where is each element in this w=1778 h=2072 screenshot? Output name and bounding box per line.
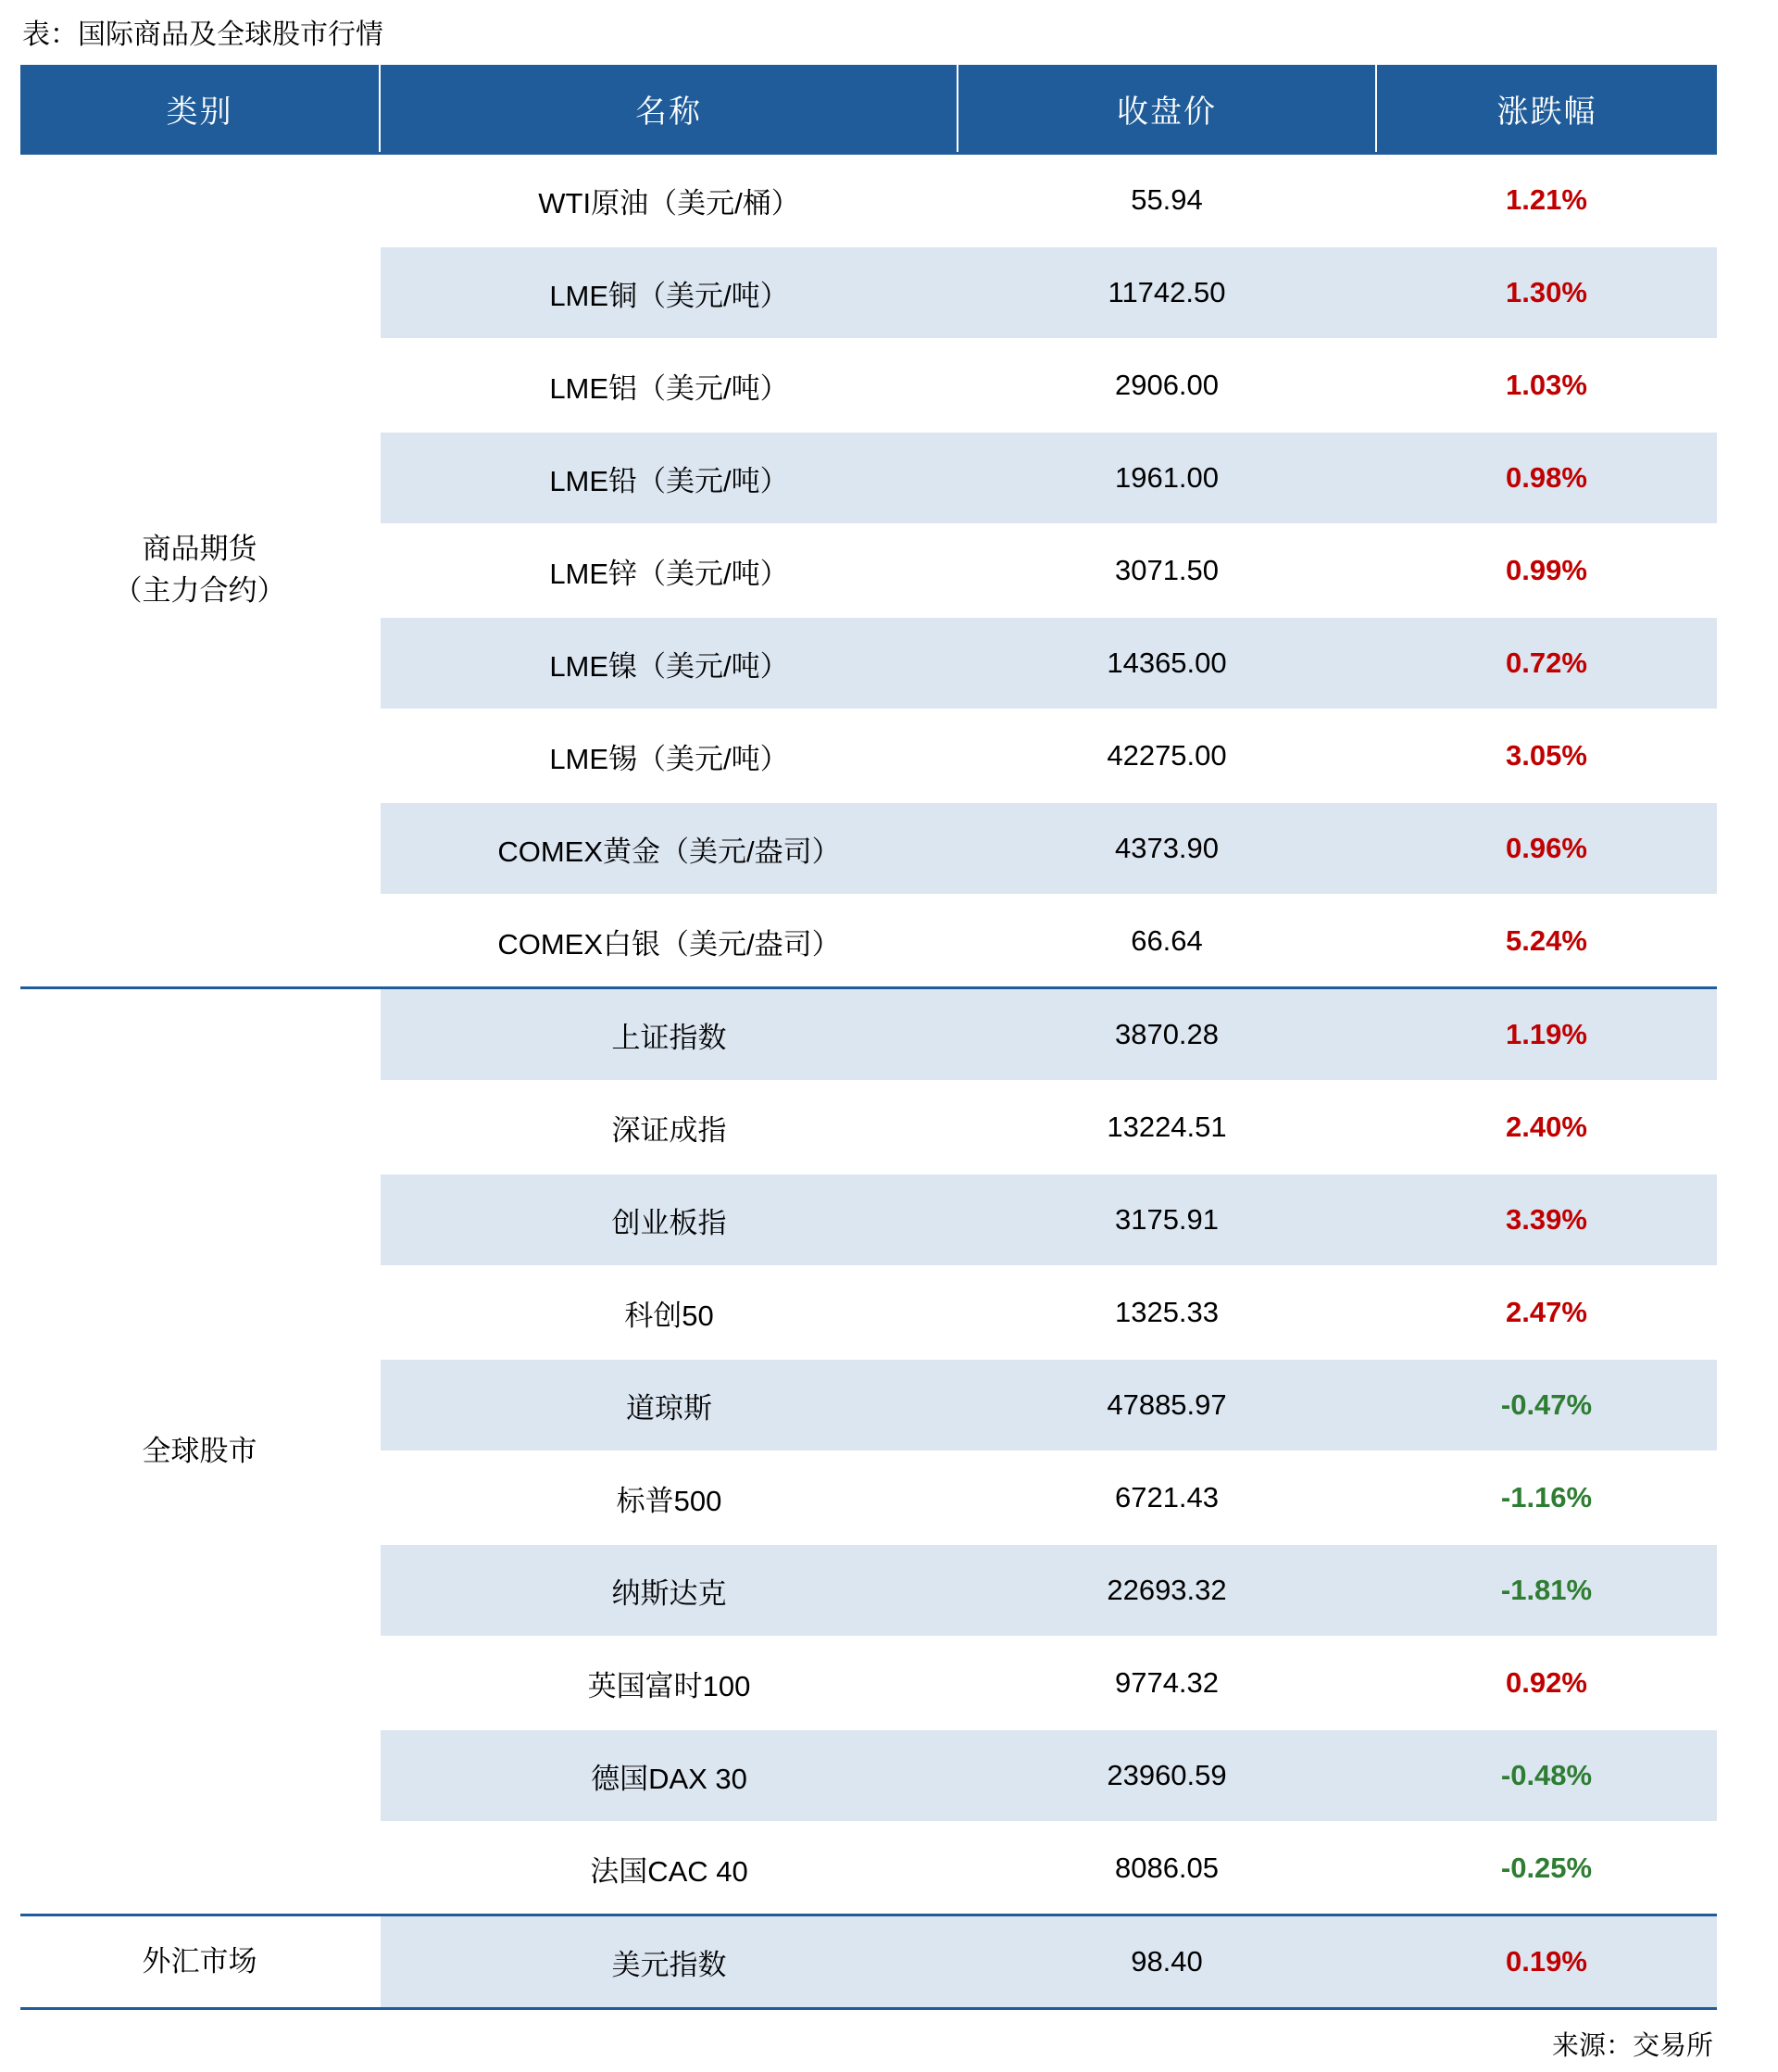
close-price: 98.40 — [958, 1915, 1376, 2009]
instrument-name: 科创50 — [380, 1266, 958, 1359]
change-percent: 0.19% — [1376, 1915, 1717, 2009]
instrument-name: LME锌（美元/吨） — [380, 524, 958, 617]
instrument-name: LME铅（美元/吨） — [380, 432, 958, 524]
change-percent: 0.72% — [1376, 617, 1717, 710]
instrument-name: LME铜（美元/吨） — [380, 246, 958, 339]
close-price: 9774.32 — [958, 1637, 1376, 1729]
instrument-name: COMEX黄金（美元/盎司） — [380, 802, 958, 895]
close-price: 47885.97 — [958, 1359, 1376, 1451]
change-percent: 1.03% — [1376, 339, 1717, 432]
instrument-name: COMEX白银（美元/盎司） — [380, 895, 958, 988]
change-percent: 0.98% — [1376, 432, 1717, 524]
change-percent: 3.39% — [1376, 1174, 1717, 1266]
instrument-name: 道琼斯 — [380, 1359, 958, 1451]
instrument-name: LME锡（美元/吨） — [380, 710, 958, 802]
close-price: 4373.90 — [958, 802, 1376, 895]
market-table — [20, 65, 1717, 2010]
close-price: 1325.33 — [958, 1266, 1376, 1359]
close-price: 22693.32 — [958, 1544, 1376, 1637]
close-price: 1961.00 — [958, 432, 1376, 524]
instrument-name: 法国CAC 40 — [380, 1822, 958, 1915]
instrument-name: 美元指数 — [380, 1915, 958, 2009]
change-percent: 0.99% — [1376, 524, 1717, 617]
instrument-name: 深证成指 — [380, 1081, 958, 1174]
table-header — [20, 65, 1717, 154]
close-price: 14365.00 — [958, 617, 1376, 710]
column-header-name: 名称 — [380, 65, 958, 154]
instrument-name: 德国DAX 30 — [380, 1729, 958, 1822]
category-label-line2: （主力合约） — [113, 574, 286, 607]
close-price: 8086.05 — [958, 1822, 1376, 1915]
change-percent: 1.30% — [1376, 246, 1717, 339]
column-header-close: 收盘价 — [958, 65, 1376, 154]
change-percent: 1.19% — [1376, 988, 1717, 1082]
change-percent: -0.47% — [1376, 1359, 1717, 1451]
instrument-name: 标普500 — [380, 1451, 958, 1544]
category-cell: 外汇市场 — [20, 1915, 380, 2009]
category-cell — [20, 154, 380, 988]
close-price: 13224.51 — [958, 1081, 1376, 1174]
table-row — [20, 988, 1717, 1082]
close-price: 6721.43 — [958, 1451, 1376, 1544]
change-percent: 2.40% — [1376, 1081, 1717, 1174]
close-price: 2906.00 — [958, 339, 1376, 432]
table-caption: 表：国际商品及全球股市行情 — [22, 19, 383, 50]
instrument-name: LME铝（美元/吨） — [380, 339, 958, 432]
close-price: 42275.00 — [958, 710, 1376, 802]
close-price: 3870.28 — [958, 988, 1376, 1082]
instrument-name: LME镍（美元/吨） — [380, 617, 958, 710]
close-price: 55.94 — [958, 154, 1376, 247]
change-percent: -0.25% — [1376, 1822, 1717, 1915]
change-percent: -0.48% — [1376, 1729, 1717, 1822]
category-label-line1: 商品期货 — [142, 533, 257, 566]
change-percent: 3.05% — [1376, 710, 1717, 802]
instrument-name: 纳斯达克 — [380, 1544, 958, 1637]
change-percent: 0.92% — [1376, 1637, 1717, 1729]
header-row — [20, 65, 1717, 154]
change-percent: 1.21% — [1376, 154, 1717, 247]
table-row — [20, 1915, 1717, 2009]
close-price: 11742.50 — [958, 246, 1376, 339]
instrument-name: 创业板指 — [380, 1174, 958, 1266]
source-note: 来源：交易所 — [1551, 2031, 1713, 2061]
category-cell: 全球股市 — [20, 988, 380, 1915]
change-percent: -1.81% — [1376, 1544, 1717, 1637]
close-price: 3071.50 — [958, 524, 1376, 617]
close-price: 3175.91 — [958, 1174, 1376, 1266]
change-percent: 0.96% — [1376, 802, 1717, 895]
table-body — [20, 154, 1717, 2009]
instrument-name: 英国富时100 — [380, 1637, 958, 1729]
column-header-category: 类别 — [20, 65, 380, 154]
change-percent: 5.24% — [1376, 895, 1717, 988]
close-price: 66.64 — [958, 895, 1376, 988]
instrument-name: WTI原油（美元/桶） — [380, 154, 958, 247]
table-row — [20, 154, 1717, 247]
change-percent: 2.47% — [1376, 1266, 1717, 1359]
column-header-change: 涨跌幅 — [1376, 65, 1717, 154]
change-percent: -1.16% — [1376, 1451, 1717, 1544]
close-price: 23960.59 — [958, 1729, 1376, 1822]
instrument-name: 上证指数 — [380, 988, 958, 1082]
